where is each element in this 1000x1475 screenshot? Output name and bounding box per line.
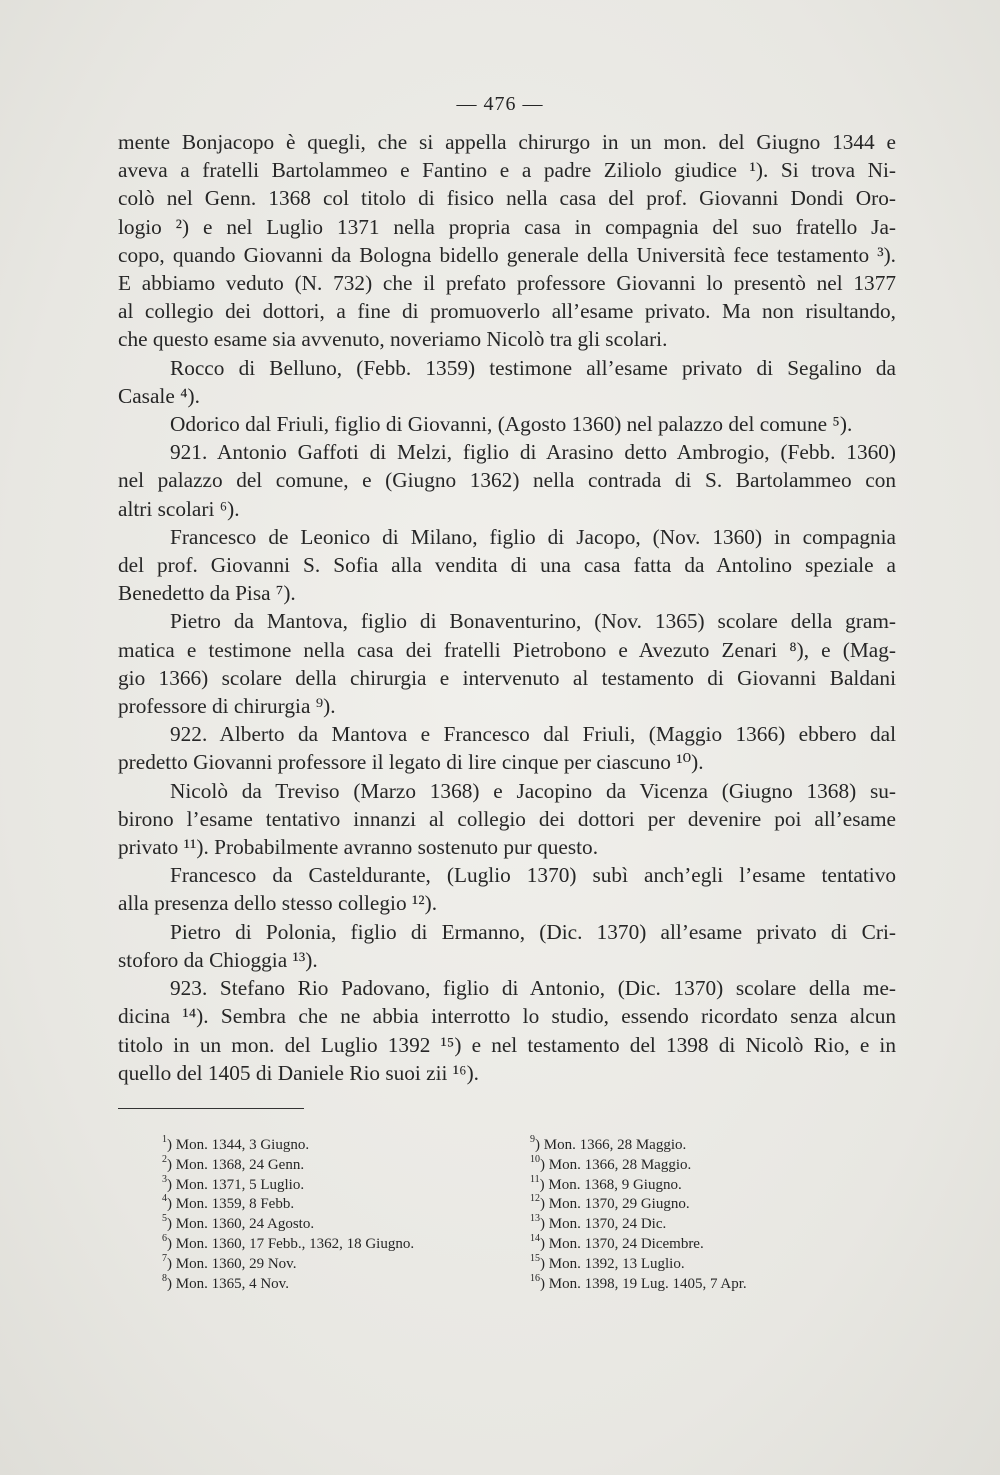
footnote-mark: 3 (162, 1173, 167, 1185)
text-line: dicina ¹⁴). Sembra che ne abbia interrotto lo studio, essendo ricordato senza alcun (118, 1004, 896, 1029)
footnote-mark: 14 (530, 1232, 540, 1244)
footnote (530, 1173, 870, 1196)
footnote-text: ) Mon. 1398, 19 Lug. 1405, 7 Apr. (540, 1275, 747, 1292)
footnote (162, 1136, 522, 1156)
footnote-text: ) Mon. 1370, 29 Giugno. (540, 1196, 690, 1213)
footnote-text: ) Mon. 1360, 17 Febb., 1362, 18 Giugno. (167, 1235, 415, 1252)
footnote-mark: 9 (530, 1134, 535, 1145)
footnote (162, 1195, 522, 1215)
text-line: nel palazzo del comune, e (Giugno 1362) nella contrada di S. Bartolammeo con (118, 468, 896, 493)
text-line: Francesco de Leonico di Milano, figlio di Jacopo, (Nov. 1360) in compagnia (170, 524, 896, 549)
footnote-mark: 10 (530, 1153, 540, 1165)
text-line: al collegio dei dottori, a fine di promuoverlo all’esame privato. Ma non risultando, (118, 299, 896, 324)
footnote (162, 1272, 522, 1295)
footnote-text: ) Mon. 1368, 9 Giugno. (539, 1176, 682, 1193)
footnote (162, 1173, 522, 1196)
text-line: E abbiamo veduto (N. 732) che il prefato professore Giovanni lo presentò nel 1377 (118, 271, 896, 296)
footnote (162, 1153, 522, 1176)
text-line: gio 1366) scolare della chirurgia e intervenuto al testamento di Giovanni Baldani (118, 665, 896, 690)
text-line: che questo esame sia avvenuto, noveriamo Nicolò tra gli scolari. (118, 327, 668, 352)
footnote (530, 1136, 870, 1156)
footnote (162, 1232, 522, 1255)
text-line: logio ²) e nel Luglio 1371 nella propria casa in compagnia del suo fratello Ja- (118, 214, 896, 239)
text-line: del prof. Giovanni S. Sofia alla vendita di una casa fatta da Antolino speziale a (118, 553, 896, 578)
text-line: colò nel Genn. 1368 col titolo di fisico nella casa del prof. Giovanni Dondi Oro- (118, 186, 896, 211)
footnote-mark: 11 (530, 1173, 540, 1185)
footnote-mark: 15 (530, 1252, 540, 1264)
text-line: privato ¹¹). Probabilmente avranno sostenuto pur questo. (118, 835, 599, 860)
text-line: Francesco da Casteldurante, (Luglio 1370) subì anch’egli l’esame tentativo (170, 863, 896, 888)
footnote-mark: 12 (530, 1193, 540, 1205)
text-line: aveva a fratelli Bartolammeo e Fantino e a padre Ziliolo giudice ¹). Si trova Ni- (118, 158, 896, 183)
footnote-text: ) Mon. 1371, 5 Luglio. (167, 1176, 305, 1193)
footnote (162, 1215, 522, 1235)
text-line: altri scolari ⁶). (118, 496, 240, 521)
footnote (530, 1153, 870, 1176)
text-line: Pietro da Mantova, figlio di Bonaventurino, (Nov. 1365) scolare della gram- (170, 609, 896, 634)
text-line: Pietro di Polonia, figlio di Ermanno, (Dic. 1370) all’esame privato di Cri- (170, 919, 896, 944)
footnote-mark: 2 (162, 1153, 167, 1165)
text-line: Nicolò da Treviso (Marzo 1368) e Jacopino da Vicenza (Giugno 1368) su- (170, 778, 896, 803)
footnote-text: ) Mon. 1360, 24 Agosto. (167, 1216, 315, 1233)
footnote-text: ) Mon. 1370, 24 Dic. (540, 1216, 667, 1233)
text-line: predetto Giovanni professore il legato di lire cinque per ciascuno ¹⁰). (118, 750, 704, 775)
footnotes-left-column (162, 1136, 522, 1294)
footnote-text: ) Mon. 1360, 29 Nov. (167, 1255, 297, 1272)
footnote (162, 1252, 522, 1275)
body-text (118, 128, 896, 1087)
footnote-mark: 8 (162, 1272, 167, 1284)
text-line: alla presenza dello stesso collegio ¹²). (118, 891, 438, 916)
text-line: matica e testimone nella casa dei fratelli Pietrobono e Avezuto Zenari ⁸), e (Mag- (118, 637, 896, 662)
footnote-text: ) Mon. 1366, 28 Maggio. (540, 1156, 692, 1173)
footnote-mark: 7 (162, 1252, 167, 1264)
footnote-text: ) Mon. 1359, 8 Febb. (167, 1196, 295, 1213)
footnote-separator (118, 1108, 304, 1109)
footnote (530, 1195, 870, 1215)
text-line: Odorico dal Friuli, figlio di Giovanni, (Agosto 1360) nel palazzo del comune ⁵). (170, 412, 853, 437)
footnote (530, 1272, 870, 1295)
text-line: birono l’esame tentativo innanzi al collegio dei dottori per devenire poi all’esame (118, 806, 896, 831)
footnote-mark: 1 (162, 1134, 167, 1145)
text-line: mente Bonjacopo è quegli, che si appella chirurgo in un mon. del Giugno 1344 e (118, 130, 896, 154)
text-line: quello del 1405 di Daniele Rio suoi zii ¹⁶). (118, 1060, 480, 1085)
footnote-mark: 4 (162, 1193, 167, 1205)
footnote-text: ) Mon. 1344, 3 Giugno. (167, 1137, 310, 1153)
text-line: Benedetto da Pisa ⁷). (118, 581, 296, 606)
footnote-mark: 5 (162, 1213, 167, 1225)
page-number: — 476 — (456, 93, 544, 115)
footnote (530, 1252, 870, 1275)
footnote-text: ) Mon. 1366, 28 Maggio. (535, 1137, 687, 1153)
text-line: 923. Stefano Rio Padovano, figlio di Antonio, (Dic. 1370) scolare della me- (170, 976, 896, 1001)
text-line: stoforo da Chioggia ¹³). (118, 947, 318, 972)
footnote-mark: 13 (530, 1213, 540, 1225)
text-line: 922. Alberto da Mantova e Francesco dal Friuli, (Maggio 1366) ebbero dal (170, 722, 896, 747)
footnote-text: ) Mon. 1370, 24 Dicembre. (540, 1235, 704, 1252)
footnote-mark: 16 (530, 1272, 540, 1284)
text-line: titolo in un mon. del Luglio 1392 ¹⁵) e nel testamento del 1398 di Nicolò Rio, e in (118, 1032, 896, 1057)
text-line: copo, quando Giovanni da Bologna bidello generale della Università fece testamento ³). (118, 242, 896, 267)
text-line: Casale ⁴). (118, 383, 200, 408)
footnote-text: ) Mon. 1368, 24 Genn. (167, 1156, 305, 1173)
footnote (530, 1232, 870, 1255)
footnote-text: ) Mon. 1392, 13 Luglio. (540, 1255, 685, 1272)
footnote-text: ) Mon. 1365, 4 Nov. (167, 1275, 289, 1292)
text-line: 921. Antonio Gaffoti di Melzi, figlio di Arasino detto Ambrogio, (Febb. 1360) (170, 440, 896, 465)
footnote-mark: 6 (162, 1232, 167, 1244)
footnotes-right-column (530, 1136, 870, 1294)
text-line: Rocco di Belluno, (Febb. 1359) testimone all’esame privato di Segalino da (170, 355, 896, 380)
footnote (530, 1215, 870, 1235)
text-line: professore di chirurgia ⁹). (118, 694, 336, 719)
